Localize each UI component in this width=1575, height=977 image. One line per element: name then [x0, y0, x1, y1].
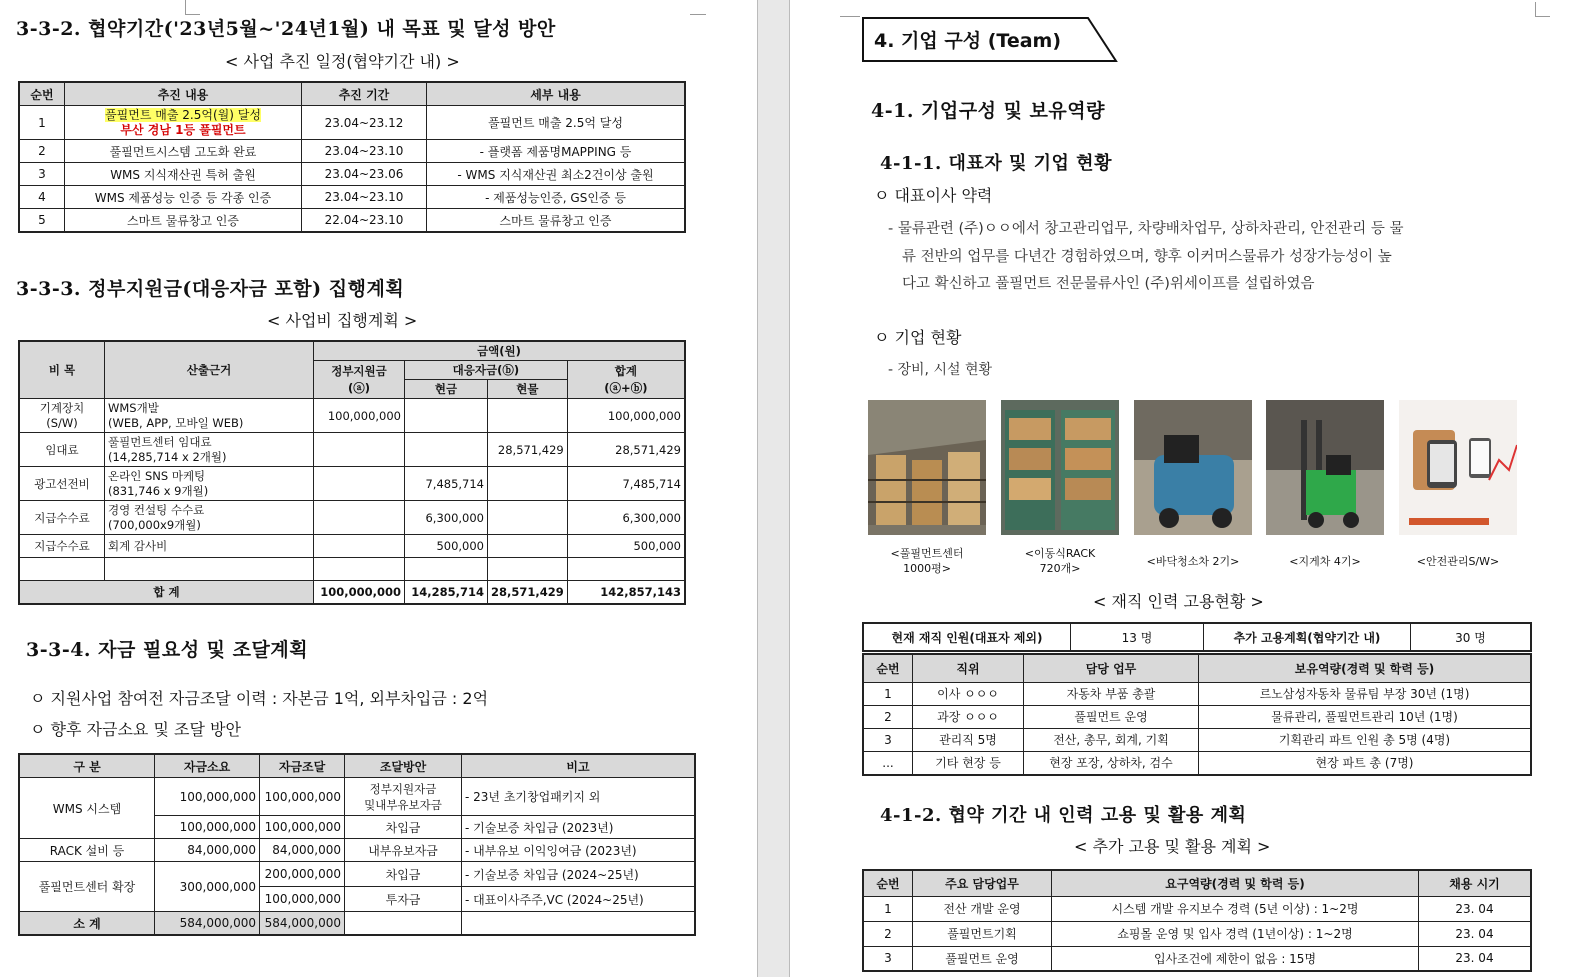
- table-row: [19, 106, 685, 140]
- cell-position: 이사 ㅇㅇㅇ: [913, 682, 1024, 705]
- cell-hire-date: 23. 04: [1419, 921, 1532, 946]
- col-header: 채용 시기: [1419, 870, 1532, 896]
- cell-no: 3: [863, 728, 913, 751]
- cell-basis: 회계 감사비: [105, 535, 314, 558]
- cell-no: 5: [19, 209, 65, 233]
- cell-note: - 23년 초기창업패키지 외: [462, 778, 696, 816]
- cell-detail: - 제품성능인증, GS인증 등: [427, 186, 686, 209]
- table-row: [19, 501, 685, 535]
- col-header: 주요 담당업무: [913, 870, 1052, 896]
- cell-detail: 풀필먼트 매출 2.5억 달성: [427, 106, 686, 140]
- ceo-text-line: 류 전반의 업무를 다년간 경험하였으며, 향후 이커머스물류가 성장가능성이 높: [902, 249, 1392, 265]
- cell-cash: [405, 399, 488, 433]
- table-row: [863, 705, 1531, 728]
- cell-item: 지급수수료: [19, 535, 105, 558]
- cell-cash: 7,485,714: [405, 467, 488, 501]
- cell-period: 22.04~23.10: [302, 209, 427, 233]
- cell-capability: 르노삼성자동차 물류팀 부장 30년 (1명): [1199, 682, 1532, 705]
- cell-total: 28,571,429: [567, 433, 685, 467]
- ceo-bullet: ㅇ 대표이사 약력: [874, 186, 993, 205]
- table-row: [19, 140, 685, 163]
- staff-summary-table: [862, 622, 1532, 652]
- photo-caption-line: <안전관리S/W>: [1416, 555, 1500, 568]
- sum-gov: 100,000,000: [314, 581, 405, 605]
- col-header-text: 합계: [614, 363, 637, 378]
- cell-need: 84,000,000: [155, 839, 260, 862]
- cell-no: 4: [19, 186, 65, 209]
- hiring-plan-value: 30 명: [1411, 623, 1532, 651]
- cell-need: 300,000,000: [155, 862, 260, 912]
- cell-task: 풀필먼트 운영: [913, 946, 1052, 971]
- cell-detail: - WMS 지식재산권 최소2건이상 출원: [427, 163, 686, 186]
- cell-note: - 기술보증 차입금 (2024~25년): [462, 862, 696, 887]
- col-header: 추진 내용: [65, 82, 302, 106]
- table-row: [19, 839, 695, 862]
- table-row: [19, 535, 685, 558]
- col-header: 구 분: [19, 754, 155, 778]
- col-header: 현물: [488, 380, 568, 399]
- col-header: 세부 내용: [427, 82, 686, 106]
- cell-position: 기타 현장 등: [913, 751, 1024, 775]
- col-header: 자금소요: [155, 754, 260, 778]
- page-corner-mark: [840, 2, 860, 17]
- right-page: [790, 0, 1575, 977]
- col-header: 담당 업무: [1024, 654, 1199, 682]
- section-title-4-1: 4-1. 기업구성 및 보유역량: [871, 100, 1105, 122]
- cell-gov: [314, 535, 405, 558]
- cell-method: 내부유보자금: [345, 839, 462, 862]
- empty-cell: [314, 558, 405, 581]
- cell-no: 3: [863, 946, 913, 971]
- cell-gov: [314, 433, 405, 467]
- cell-fund: 200,000,000: [260, 862, 345, 887]
- red-goal: 부산 경남 1등 풀필먼트: [120, 122, 246, 137]
- cell-text: (700,000x9개월): [108, 517, 201, 532]
- page-corner-mark: [185, 0, 200, 15]
- sum-total: 142,857,143: [567, 581, 685, 605]
- table-row: [863, 921, 1531, 946]
- cell-capability: 현장 파트 총 (7명): [1199, 751, 1532, 775]
- cell-capability: 물류관리, 풀필먼트관리 10년 (1명): [1199, 705, 1532, 728]
- table-row: [863, 896, 1531, 921]
- funding-history-bullet: ㅇ 지원사업 참여전 자금조달 이력 : 자본금 1억, 외부차입금 : 2억: [30, 689, 489, 708]
- table-header-row: [863, 870, 1531, 896]
- cell-cash: [405, 433, 488, 467]
- left-page: [0, 0, 757, 977]
- section-title-3-3-3: 3-3-3. 정부지원금(대응자금 포함) 집행계획: [16, 278, 405, 300]
- cell-note: - 기술보증 차입금 (2023년): [462, 816, 696, 839]
- cell-total: 500,000: [567, 535, 685, 558]
- cell-text: (S/W): [46, 415, 78, 430]
- cell-item: [19, 399, 105, 433]
- col-header-total: [567, 361, 685, 399]
- cell-basis: [105, 433, 314, 467]
- staff-caption: < 재직 인력 고용현황 >: [1093, 592, 1264, 611]
- cell-no: 2: [863, 705, 913, 728]
- ceo-text-line: 다고 확신하고 풀필먼트 전문물류사인 (주)위세이프를 설립하였음: [902, 276, 1315, 292]
- table-header-row: [19, 754, 695, 778]
- photo-caption: [1129, 554, 1257, 569]
- cell-category: WMS 시스템: [19, 778, 155, 839]
- empty-cell: [405, 558, 488, 581]
- current-staff-label: 현재 재직 인원(대표자 제외): [863, 623, 1071, 651]
- col-header: 추진 기간: [302, 82, 427, 106]
- photo-caption-line: 1000평>: [903, 562, 951, 575]
- cell-requirement: 쇼핑몰 운영 및 입사 경력 (1년이상) : 1~2명: [1052, 921, 1419, 946]
- table-sum-row: [19, 912, 695, 936]
- col-header: 비 목: [19, 341, 105, 399]
- table-header-row: [863, 654, 1531, 682]
- col-header: 조달방안: [345, 754, 462, 778]
- cell-method: 차입금: [345, 816, 462, 839]
- cell-text: 기계장치: [39, 400, 85, 415]
- cell-need: 100,000,000: [155, 816, 260, 839]
- col-header-text: (ⓐ+ⓑ): [604, 380, 648, 395]
- sum-fund: 584,000,000: [260, 912, 345, 936]
- cell-text: 온라인 SNS 마케팅: [108, 468, 206, 483]
- table-row: [19, 862, 695, 887]
- col-header-text: (ⓐ): [347, 380, 370, 395]
- cell-gov: [314, 501, 405, 535]
- cell-hire-date: 23. 04: [1419, 946, 1532, 971]
- highlighted-goal: 풀필먼트 매출 2.5억(월) 달성: [105, 107, 261, 122]
- cell-position: 과장 ㅇㅇㅇ: [913, 705, 1024, 728]
- section-title-4-1-2: 4-1-2. 협약 기간 내 인력 고용 및 활용 계획: [880, 805, 1247, 826]
- cell-text: (WEB, APP, 모바일 WEB): [108, 415, 244, 430]
- cell-task: 전산, 총무, 회계, 기획: [1024, 728, 1199, 751]
- cell-no: 1: [19, 106, 65, 140]
- warehouse-photo: [868, 400, 986, 535]
- cell-task: 전산 개발 운영: [913, 896, 1052, 921]
- cell-gov: 100,000,000: [314, 399, 405, 433]
- table-row: [19, 186, 685, 209]
- cell-note: - 대표이사주주,VC (2024~25년): [462, 887, 696, 912]
- col-header: 현금: [405, 380, 488, 399]
- table-row: [19, 209, 685, 233]
- cell-text: WMS개발: [108, 400, 159, 415]
- funding-plan-bullet: ㅇ 향후 자금소요 및 조달 방안: [30, 720, 241, 739]
- cell-text: (831,746 x 9개월): [108, 483, 209, 498]
- cell-item: 임대료: [19, 433, 105, 467]
- empty-cell: [105, 558, 314, 581]
- col-header: 보유역량(경력 및 학력 등): [1199, 654, 1532, 682]
- cell-fund: 100,000,000: [260, 816, 345, 839]
- cell-requirement: 시스템 개발 유지보수 경력 (5년 이상) : 1~2명: [1052, 896, 1419, 921]
- empty-cell: [19, 558, 105, 581]
- cell-method: [345, 778, 462, 816]
- cell-task: 풀필먼트기획: [913, 921, 1052, 946]
- photo-caption-line: 720개>: [1039, 562, 1081, 575]
- cell-category: RACK 설비 등: [19, 839, 155, 862]
- ceo-text-line: - 물류관련 (주)ㅇㅇ에서 창고관리업무, 차량배차업무, 상하차관리, 안전관리 등 물: [888, 221, 1404, 237]
- table-header-row: [19, 341, 685, 361]
- col-header-gov: [314, 361, 405, 399]
- table-row: [863, 682, 1531, 705]
- cell-note: - 내부유보 이익잉여금 (2023년): [462, 839, 696, 862]
- cell-text: 및내부유보자금: [364, 797, 442, 812]
- cell-cash: 500,000: [405, 535, 488, 558]
- cell-basis: [105, 467, 314, 501]
- section-title-3-3-4: 3-3-4. 자금 필요성 및 조달계획: [26, 639, 309, 661]
- cell-capability: 기획관리 파트 인원 총 5명 (4명): [1199, 728, 1532, 751]
- cell-period: 23.04~23.10: [302, 186, 427, 209]
- empty-cell: [345, 912, 462, 936]
- rack-photo: [1001, 400, 1119, 535]
- table-row: [863, 623, 1531, 651]
- cell-kind: [488, 535, 568, 558]
- photo-caption-line: <지게차 4기>: [1289, 555, 1361, 568]
- photo-caption-line: <이동식RACK: [1024, 547, 1096, 560]
- cell-no: 1: [863, 682, 913, 705]
- cell-fund: 100,000,000: [260, 887, 345, 912]
- cell-kind: [488, 467, 568, 501]
- cell-task: 현장 포장, 상하차, 검수: [1024, 751, 1199, 775]
- table-row: [19, 433, 685, 467]
- cell-basis: [105, 501, 314, 535]
- cell-need: 100,000,000: [155, 778, 260, 816]
- cell-item: 지급수수료: [19, 501, 105, 535]
- cell-task: 자동차 부품 총괄: [1024, 682, 1199, 705]
- photo-caption: [863, 546, 991, 576]
- cell-content: WMS 지식재산권 특허 출원: [65, 163, 302, 186]
- cell-category: 풀필먼트센터 확장: [19, 862, 155, 912]
- company-bullet: ㅇ 기업 현황: [874, 328, 962, 347]
- photo-caption-line: <풀필먼트센터: [890, 547, 964, 560]
- cell-no: 3: [19, 163, 65, 186]
- cell-detail: 스마트 물류창고 인증: [427, 209, 686, 233]
- cell-cash: 6,300,000: [405, 501, 488, 535]
- funding-table: [18, 753, 696, 936]
- table-row: [19, 778, 695, 816]
- page-gap: [757, 0, 790, 977]
- table-row-empty: [19, 558, 685, 581]
- cell-kind: 28,571,429: [488, 433, 568, 467]
- cell-kind: [488, 501, 568, 535]
- cell-no: 1: [863, 896, 913, 921]
- table-row: [19, 467, 685, 501]
- photo-caption: [1394, 554, 1522, 569]
- cell-task: 풀필먼트 운영: [1024, 705, 1199, 728]
- photo-caption-line: <바닥청소차 2기>: [1146, 555, 1240, 568]
- col-header: 순번: [19, 82, 65, 106]
- cell-period: 23.04~23.10: [302, 140, 427, 163]
- safety-software-photo: [1399, 400, 1517, 535]
- cell-content: 스마트 물류창고 인증: [65, 209, 302, 233]
- cell-no: 2: [863, 921, 913, 946]
- photo-caption: [1261, 554, 1389, 569]
- col-header: 대응자금(ⓑ): [405, 361, 568, 380]
- cell-text: 정부지원자금: [369, 781, 437, 796]
- budget-caption: < 사업비 집행계획 >: [267, 311, 418, 330]
- col-header: 직위: [913, 654, 1024, 682]
- section-title-4-1-1: 4-1-1. 대표자 및 기업 현황: [880, 153, 1112, 174]
- empty-cell: [488, 558, 568, 581]
- empty-cell: [567, 558, 685, 581]
- equipment-dash: - 장비, 시설 현황: [888, 362, 992, 378]
- section-box-title: 4. 기업 구성 (Team): [874, 30, 1062, 52]
- cell-hire-date: 23. 04: [1419, 896, 1532, 921]
- cell-total: 6,300,000: [567, 501, 685, 535]
- staff-table: [862, 653, 1532, 776]
- cell-content: WMS 제품성능 인증 등 각종 인증: [65, 186, 302, 209]
- sum-kind: 28,571,429: [488, 581, 568, 605]
- cell-no: ...: [863, 751, 913, 775]
- cell-total: 7,485,714: [567, 467, 685, 501]
- table-row: [863, 728, 1531, 751]
- cell-no: 2: [19, 140, 65, 163]
- sum-need: 584,000,000: [155, 912, 260, 936]
- cell-text: 풀필먼트센터 임대료: [108, 434, 212, 449]
- table-sum-row: [19, 581, 685, 605]
- table-row: [863, 946, 1531, 971]
- page-corner-mark: [690, 0, 706, 15]
- sum-label: 합 계: [19, 581, 314, 605]
- hiring-table: [862, 869, 1532, 972]
- cell-item: 광고선전비: [19, 467, 105, 501]
- col-header-text: 정부지원금: [331, 363, 387, 378]
- cell-position: 관리직 5명: [913, 728, 1024, 751]
- cell-gov: [314, 467, 405, 501]
- section-title-3-3-2: 3-3-2. 협약기간('23년5월~'24년1월) 내 목표 및 달성 방안: [16, 18, 556, 40]
- col-header: 산출근거: [105, 341, 314, 399]
- cell-method: 차입금: [345, 862, 462, 887]
- photo-caption: [996, 546, 1124, 576]
- cell-basis: [105, 399, 314, 433]
- col-header: 요구역량(경력 및 학력 등): [1052, 870, 1419, 896]
- budget-table: [18, 340, 686, 605]
- forklift-photo: [1266, 400, 1384, 535]
- col-header: 자금조달: [260, 754, 345, 778]
- col-header: 순번: [863, 654, 913, 682]
- col-header: 비고: [462, 754, 696, 778]
- cell-period: 23.04~23.12: [302, 106, 427, 140]
- cell-kind: [488, 399, 568, 433]
- cell-period: 23.04~23.06: [302, 163, 427, 186]
- page-corner-mark: [1535, 2, 1550, 17]
- cell-total: 100,000,000: [567, 399, 685, 433]
- schedule-table: [18, 81, 686, 233]
- cell-method: 투자금: [345, 887, 462, 912]
- section-box: [862, 17, 1122, 63]
- empty-cell: [462, 912, 696, 936]
- cell-requirement: 입사조건에 제한이 없음 : 15명: [1052, 946, 1419, 971]
- table-row: [863, 751, 1531, 775]
- col-header: 금액(원): [314, 341, 686, 361]
- hiring-caption: < 추가 고용 및 활용 계획 >: [1074, 837, 1271, 856]
- cell-text: 경영 컨설팅 수수료: [108, 502, 205, 517]
- hiring-plan-label: 추가 고용계획(협약기간 내): [1204, 623, 1411, 651]
- table-row: [19, 399, 685, 433]
- table-header-row: [19, 82, 685, 106]
- sum-label: 소 계: [19, 912, 155, 936]
- floor-cleaner-photo: [1134, 400, 1252, 535]
- sum-cash: 14,285,714: [405, 581, 488, 605]
- cell-content: 풀필먼트시스템 고도화 완료: [65, 140, 302, 163]
- cell-fund: 100,000,000: [260, 778, 345, 816]
- cell-text: (14,285,714 x 2개월): [108, 449, 227, 464]
- schedule-caption: < 사업 추진 일정(협약기간 내) >: [225, 52, 460, 71]
- current-staff-value: 13 명: [1071, 623, 1204, 651]
- cell-fund: 84,000,000: [260, 839, 345, 862]
- col-header: 순번: [863, 870, 913, 896]
- cell-detail: - 플랫폼 제품명MAPPING 등: [427, 140, 686, 163]
- table-row: [19, 163, 685, 186]
- cell-content: [65, 106, 302, 140]
